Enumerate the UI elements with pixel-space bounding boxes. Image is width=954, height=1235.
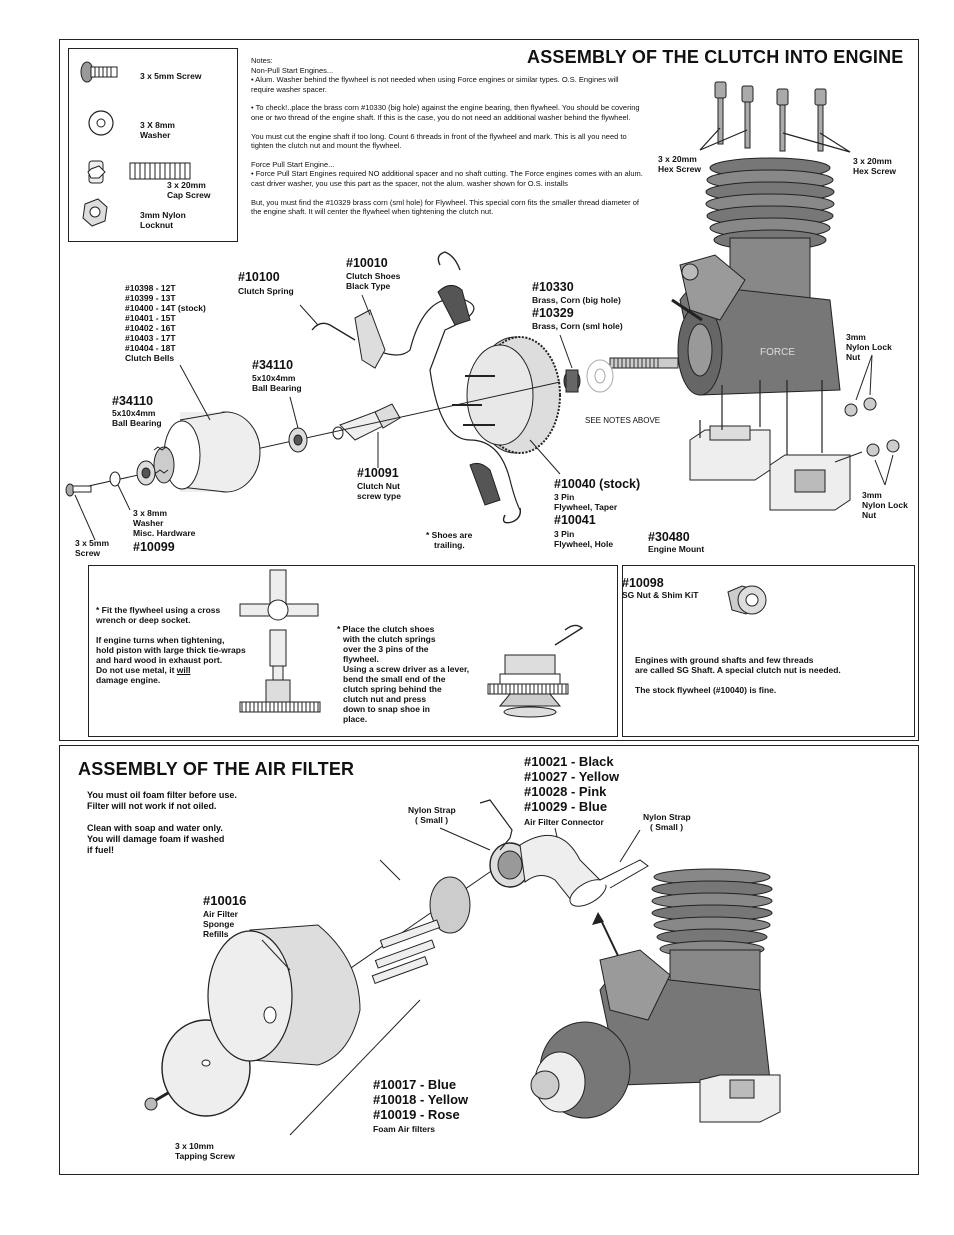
svg-text:FORCE: FORCE [760, 347, 795, 358]
air-connector [480, 800, 648, 912]
connector-blue: #10029 - Blue [524, 799, 608, 814]
tip-mid-line-6: bend the small end of the [343, 674, 446, 684]
tip-mid-line-10: place. [343, 714, 368, 724]
sg-nut-part-number: #10098 [622, 576, 664, 590]
legend-locknut-label: Locknut [140, 220, 174, 230]
tip-mid-line-8: clutch nut and press [343, 694, 427, 704]
engine-mount-part-number: #30480 [648, 530, 690, 544]
tip-left-line-6: Do not use metal, it will [96, 665, 191, 675]
connector-yellow: #10027 - Yellow [524, 769, 620, 784]
locknut-bottom-label-2: Nut [862, 510, 877, 520]
sg-nut-desc: SG Nut & Shim KiT [622, 590, 699, 600]
locknut-top-label: Nylon Lock [846, 342, 892, 352]
tapping-screw-label: Tapping Screw [175, 1151, 235, 1161]
tip-left-line-2: wrench or deep socket. [96, 615, 191, 625]
hex-screw-left-label: Hex Screw [658, 164, 701, 174]
clutch-shoes-desc-1: Clutch Shoes [346, 271, 401, 281]
nylon-strap-left-label: Nylon Strap [408, 805, 456, 815]
sponge-refill-desc-2: Sponge [203, 919, 235, 929]
clutch-shoes-part-number: #10010 [346, 256, 388, 270]
foam-filter-cylinder [208, 925, 360, 1065]
tip-left-line-5: and hard wood in exhaust port. [96, 655, 223, 665]
clutch-shoes-desc-2: Black Type [346, 281, 391, 291]
hex-screw-right-size: 3 x 20mm [853, 156, 892, 166]
legend-locknut-size: 3mm Nylon [140, 210, 186, 220]
washer-misc-label: Washer [133, 518, 164, 528]
engine-mount-desc: Engine Mount [648, 544, 705, 554]
tip-left-line-3: If engine turns when tightening, [96, 635, 225, 645]
bearing-left-desc-2: Ball Bearing [112, 418, 162, 428]
clutch-bell-17t: #10403 - 17T [125, 333, 176, 343]
legend-washer-label: Washer [140, 130, 171, 140]
sg-note-line-2: are called SG Shaft. A special clutch nut is needed. [635, 665, 841, 675]
screw-left-size: 3 x 5mm [75, 538, 110, 548]
tip-left-line-4: hold piston with large thick tie-wraps [96, 645, 246, 655]
sg-note-line-3: The stock flywheel (#10040) is fine. [635, 685, 777, 695]
legend-washer-size: 3 X 8mm [140, 120, 175, 130]
sponge-refill-part-number: #10016 [203, 893, 247, 908]
clutch-bell-12t: #10398 - 12T [125, 283, 176, 293]
flywheel-hole-desc-1: 3 Pin [554, 529, 575, 539]
clutch-spring-desc: Clutch Spring [238, 286, 294, 296]
notes-paragraph-1: • Alum. Washer behind the flywheel is not needed when using Force engines or similar types. O.S. Engines will require washer spacer. [251, 75, 619, 94]
bearing-mid-desc-1: 5x10x4mm [252, 373, 296, 383]
instruction-line-1: You must oil foam filter before use. [87, 790, 237, 800]
clutch-nut-desc-2: screw type [357, 491, 401, 501]
hex-screw-left-size: 3 x 20mm [658, 154, 697, 164]
instruction-line-3: Clean with soap and water only. [87, 823, 223, 833]
brass-cone-big-desc: Brass, Corn (big hole) [532, 295, 621, 305]
tip-mid-line-3: over the 3 pins of the [343, 644, 429, 654]
clutch-spring-part-number: #10100 [238, 270, 280, 284]
air-connector-desc: Air Filter Connector [524, 817, 604, 827]
clutch-nut-part-number: #10091 [357, 466, 399, 480]
foam-filter-blue: #10017 - Blue [373, 1077, 457, 1092]
notes-heading: Notes: [251, 56, 273, 65]
notes-paragraph-4: Force Pull Start Engine... [251, 159, 335, 169]
foam-filter-yellow: #10018 - Yellow [373, 1092, 469, 1107]
notes-paragraph-5: • Force Pull Start Engines required NO additional spacer and no shaft cutting. The Force engines comes with an alum. cast driver washer, you use this part as the spacer, not the alum. washer shown for O.S. installs [251, 169, 643, 188]
sponge-refill-desc-3: Refills [203, 929, 229, 939]
bearing-mid-desc-2: Ball Bearing [252, 383, 302, 393]
tip-mid-line-4: flywheel. [343, 654, 379, 664]
flywheel-desc-1: 3 Pin [554, 492, 575, 502]
see-notes-callout: SEE NOTES ABOVE [585, 416, 661, 425]
tip-mid-line-2: with the clutch springs [343, 634, 436, 644]
instruction-line-4: You will damage foam if washed [87, 834, 225, 844]
clutch-bell-15t: #10401 - 15T [125, 313, 176, 323]
hex-screw-right-label: Hex Screw [853, 166, 896, 176]
connector-black: #10021 - Black [524, 754, 614, 769]
tip-mid-line-9: down to snap shoe in [343, 704, 430, 714]
brass-cone-sml-desc: Brass, Corn (sml hole) [532, 321, 623, 331]
instruction-line-5: if fuel! [87, 845, 114, 855]
clutch-bells-caption: Clutch Bells [125, 353, 175, 363]
air-filter-section-title: ASSEMBLY OF THE AIR FILTER [78, 759, 355, 779]
clutch-section-title: ASSEMBLY OF THE CLUTCH INTO ENGINE [527, 47, 904, 67]
legend-screw-label: 3 x 5mm Screw [140, 71, 202, 81]
tip-mid-line-1: * Place the clutch shoes [337, 624, 435, 634]
shoes-trailing-note-2: trailing. [434, 540, 465, 550]
flywheel-part-number: #10040 (stock) [554, 477, 641, 491]
tip-mid-line-7: clutch spring behind the [343, 684, 442, 694]
tip-left-line-1: * Fit the flywheel using a cross [96, 605, 221, 615]
flywheel-hole-desc-2: Flywheel, Hole [554, 539, 614, 549]
locknut-bottom-size: 3mm [862, 490, 882, 500]
filter-frame [372, 877, 470, 983]
instruction-line-2: Filter will not work if not oiled. [87, 801, 217, 811]
washer-misc-hardware: Misc. Hardware [133, 528, 196, 538]
notes-paragraph-6: But, you must find the #10329 brass corn (sml hole) for Flywheel. This special corn fits the smaller thread diameter of the engine shaft. It will center the flywheel when tightening the clutch nut. [251, 197, 639, 217]
notes-paragraph-2: • To check!..place the brass corn #10330 (big hole) against the engine bearing, then flywheel. You should be covering one or two thread of the engine shaft. If this is the case, you do not need an additional washer behind the flywheel. [251, 103, 640, 122]
foam-filter-desc: Foam Air filters [373, 1124, 436, 1134]
clutch-bell-18t: #10404 - 18T [125, 343, 176, 353]
flywheel-desc-2: Flywheel, Taper [554, 502, 618, 512]
screw-left-label: Screw [75, 548, 101, 558]
nylon-strap-right-label: Nylon Strap [643, 812, 691, 822]
shoes-trailing-note-1: * Shoes are [426, 530, 473, 540]
foam-filter-rose: #10019 - Rose [373, 1107, 460, 1122]
bearing-left-part-number: #34110 [112, 394, 154, 408]
bearing-left-desc-1: 5x10x4mm [112, 408, 156, 418]
locknut-top-size: 3mm [846, 332, 866, 342]
notes-paragraph-3: You must cut the engine shaft if too long. Count 6 threads in front of the flywheel and mark. This is all you need to tighten the clutch nut and mount the flywheel. [251, 131, 627, 151]
notes-subheading: Non-Pull Start Engines... [251, 65, 334, 75]
clutch-bell-14t: #10400 - 14T (stock) [125, 303, 206, 313]
tip-mid-line-5: Using a screw driver as a lever, [343, 664, 470, 674]
bearing-mid-part-number: #34110 [252, 358, 294, 372]
washer-misc-size: 3 x 8mm [133, 508, 168, 518]
clutch-bell-16t: #10402 - 16T [125, 323, 176, 333]
legend-capscrew-label: Cap Screw [167, 190, 211, 200]
sg-note-line-1: Engines with ground shafts and few threads [635, 655, 814, 665]
clutch-nut-desc-1: Clutch Nut [357, 481, 400, 491]
legend-capscrew-size: 3 x 20mm [167, 180, 206, 190]
brass-cone-sml-part-number: #10329 [532, 306, 574, 320]
nylon-strap-right-size: ( Small ) [650, 822, 684, 832]
flywheel-hole-part-number: #10041 [554, 513, 596, 527]
engine-illustration-lower [531, 869, 780, 1122]
locknut-top-label-2: Nut [846, 352, 861, 362]
clutch-bell-13t: #10399 - 13T [125, 293, 176, 303]
sponge-refill-desc-1: Air Filter [203, 909, 238, 919]
nylon-strap-left-size: ( Small ) [415, 815, 449, 825]
tip-left-emphasis: will [176, 665, 191, 675]
tapping-screw-size: 3 x 10mm [175, 1141, 214, 1151]
locknut-bottom-label: Nylon Lock [862, 500, 908, 510]
misc-hardware-part-number: #10099 [133, 540, 175, 554]
tip-left-line-7: damage engine. [96, 675, 161, 685]
connector-pink: #10028 - Pink [524, 784, 607, 799]
brass-cone-big-part-number: #10330 [532, 280, 574, 294]
